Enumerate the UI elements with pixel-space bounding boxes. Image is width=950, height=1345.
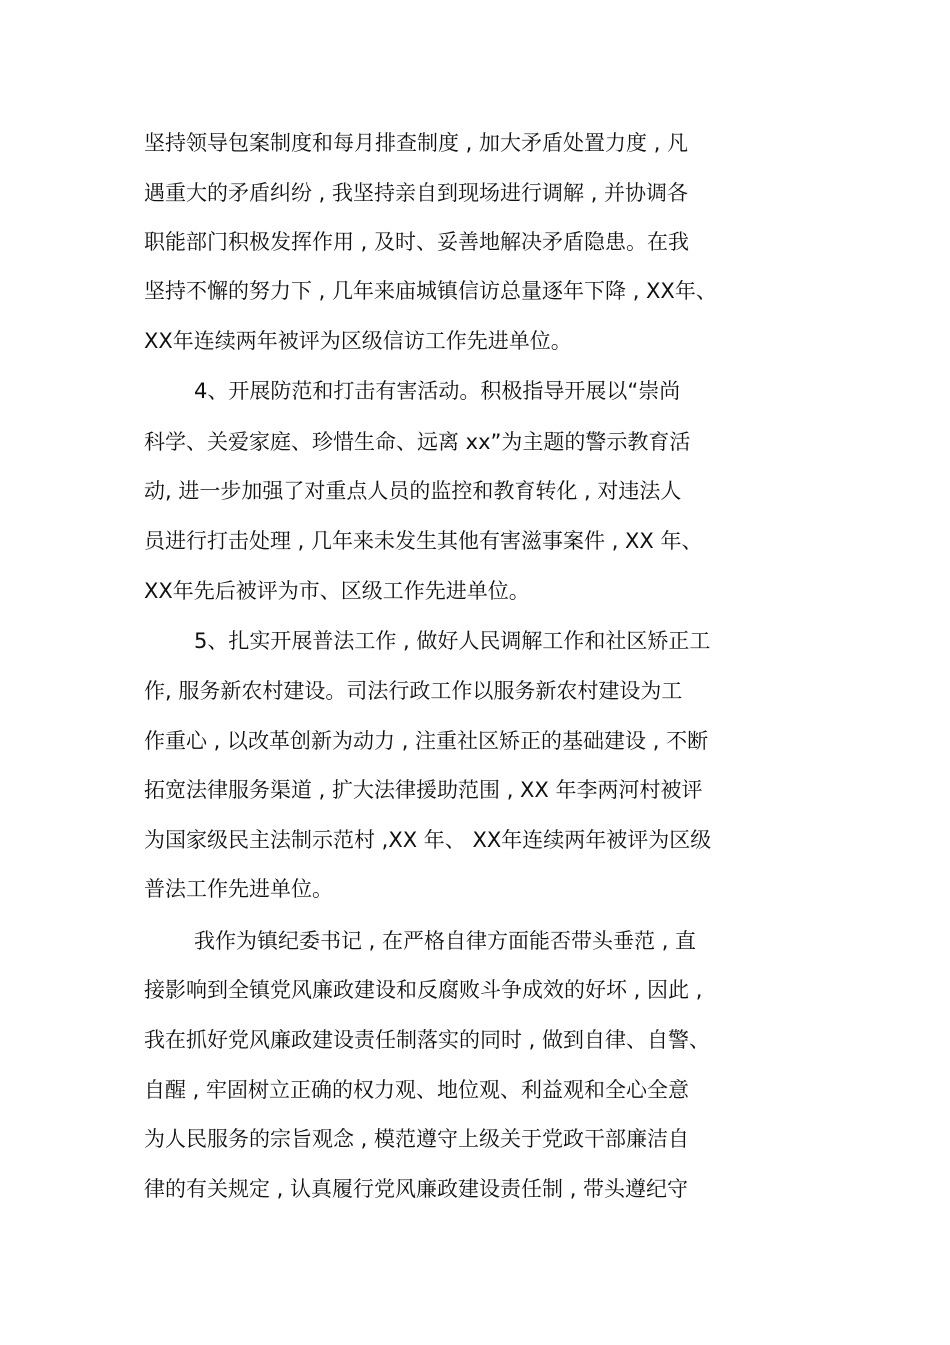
paragraph-line: 拓宽法律服务渠道 , 扩大法律援助范围 , XX 年李两河村被评 [144,778,703,802]
paragraph-line: 律的有关规定 , 认真履行党风廉政建设责任制 , 带头遵纪守 [144,1177,689,1201]
paragraph-line: 为国家级民主法制示范村 ,XX 年、 XX年连续两年被评为区级 [144,828,712,852]
paragraph-line: 普法工作先进单位。 [144,877,333,901]
paragraph-line: 坚持不懈的努力下 , 几年来庙城镇信访总量逐年下降 , XX年、 [144,279,717,303]
paragraph-line: 为人民服务的宗旨观念 , 模范遵守上级关于党政干部廉洁自 [144,1127,690,1151]
paragraph-line: 坚持领导包案制度和每月排查制度 , 加大矛盾处置力度 , 凡 [144,131,689,155]
paragraph-line: 遇重大的矛盾纠纷 , 我坚持亲自到现场进行调解 , 并协调各 [144,181,689,205]
paragraph-line: 员进行打击处理 , 几年来未发生其他有害滋事案件 , XX 年、 [144,529,703,553]
paragraph-line: 4、开展防范和打击有害活动。积极指导开展以“崇尚 [194,379,681,403]
paragraph-line: 我作为镇纪委书记 , 在严格自律方面能否带头垂范 , 直 [194,929,697,953]
paragraph-line: 5、扎实开展普法工作 , 做好人民调解工作和社区矫正工 [194,629,711,653]
paragraph-line: XX年连续两年被评为区级信访工作先进单位。 [144,329,572,353]
paragraph-line: 我在抓好党风廉政建设责任制落实的同时 , 做到自律、自警、 [144,1028,711,1052]
paragraph-line: XX年先后被评为市、区级工作先进单位。 [144,579,530,603]
paragraph-line: 职能部门积极发挥作用 , 及时、妥善地解决矛盾隐患。在我 [144,230,690,254]
paragraph-line: 动, 进一步加强了对重点人员的监控和教育转化 , 对违法人 [144,479,682,503]
paragraph-line: 作, 服务新农村建设。司法行政工作以服务新农村建设为工 [144,679,683,703]
paragraph-line: 接影响到全镇党风廉政建设和反腐败斗争成效的好坏 , 因此 , [144,978,703,1002]
paragraph-line: 作重心 , 以改革创新为动力 , 注重社区矫正的基础建设 , 不断 [144,729,709,753]
paragraph-line: 自醒 , 牢固树立正确的权力观、地位观、利益观和全心全意 [144,1078,690,1102]
paragraph-line: 科学、关爱家庭、珍惜生命、远离 xx”为主题的警示教育活 [144,430,691,454]
